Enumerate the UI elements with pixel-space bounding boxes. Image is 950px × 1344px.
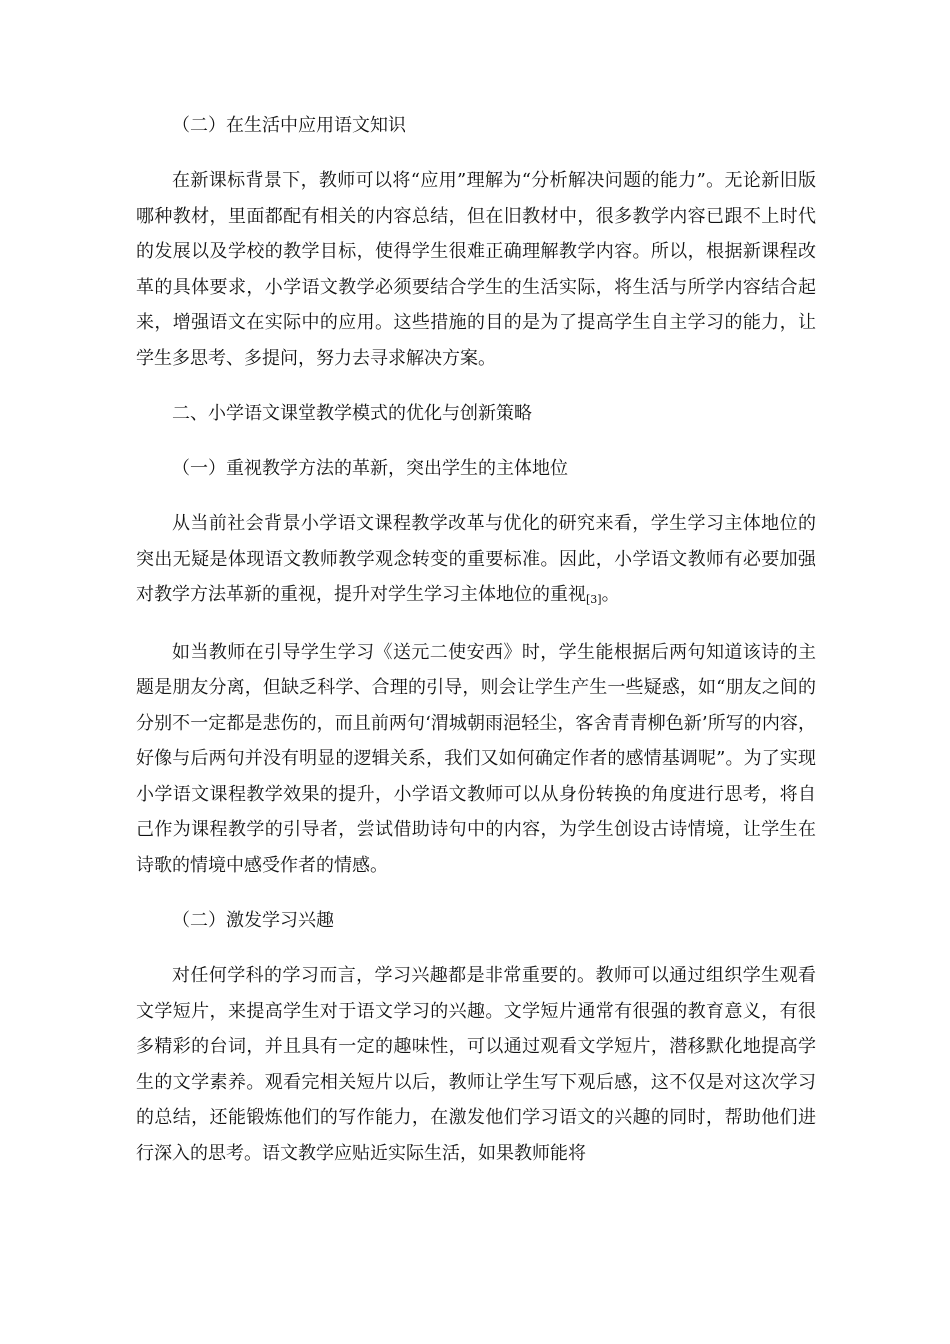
paragraph-student-subject [136, 506, 816, 615]
paragraph-interest: 对任何学科的学习而言，学习兴趣都是非常重要的。教师可以通过组织学生观看文学短片，来提高学生对于语文学习的兴趣。文学短片通常有很强的教育意义，有很多精彩的台词，并且具有一定的趣味性，可以通过观看文学短片，潜移默化地提高学生的文学素养。观看完相关短片以后，教师让学生写下观后感，这不仅是对这次学习的总结，还能锻炼他们的写作能力，在激发他们学习语文的兴趣的同时，帮助他们进行深入的思考。语文教学应贴近实际生活，如果教师能将 [136, 965, 816, 1164]
citation-marker: [3] [586, 593, 602, 606]
section-heading-interest: （二）激发学习兴趣 [172, 910, 334, 931]
paragraph-text: 从当前社会背景小学语文课程教学改革与优化的研究来看，学生学习主体地位的突出无疑是体现语文教师教学观念转变的重要标准。因此，小学语文教师有必要加强对教学方法革新的重视，提升对学生学习主体地位的重视 [136, 513, 816, 605]
chapter-heading-optimization: 二、小学语文课堂教学模式的优化与创新策略 [172, 403, 532, 424]
paragraph-tail: 。 [601, 584, 620, 605]
section-heading-method-innovation: （一）重视教学方法的革新，突出学生的主体地位 [172, 458, 568, 479]
document-body [136, 108, 816, 1191]
paragraph-poem-example: 如当教师在引导学生学习《送元二使安西》时，学生能根据后两句知道该诗的主题是朋友分离，但缺乏科学、合理的引导，则会让学生产生一些疑惑，如“朋友之间的分别不一定都是悲伤的，而且前两句‘渭城朝雨浥轻尘，客舍青青柳色新’所写的内容，好像与后两句并没有明显的逻辑关系，我们又如何确定作者的感情基调呢”。为了实现小学语文课程教学效果的提升，小学语文教师可以从身份转换的角度进行思考，将自己作为课程教学的引导者，尝试借助诗句中的内容，为学生创设古诗情境，让学生在诗歌的情境中感受作者的情感。 [136, 641, 816, 876]
section-heading-apply-knowledge: （二）在生活中应用语文知识 [172, 115, 406, 136]
paragraph-application: 在新课标背景下，教师可以将“应用”理解为“分析解决问题的能力”。无论新旧版哪种教材，里面都配有相关的内容总结，但在旧教材中，很多教学内容已跟不上时代的发展以及学校的教学目标，使得学生很难正确理解教学内容。所以，根据新课程改革的具体要求，小学语文教学必须要结合学生的生活实际，将生活与所学内容结合起来，增强语文在实际中的应用。这些措施的目的是为了提高学生自主学习的能力，让学生多思考、多提问，努力去寻求解决方案。 [136, 170, 816, 369]
